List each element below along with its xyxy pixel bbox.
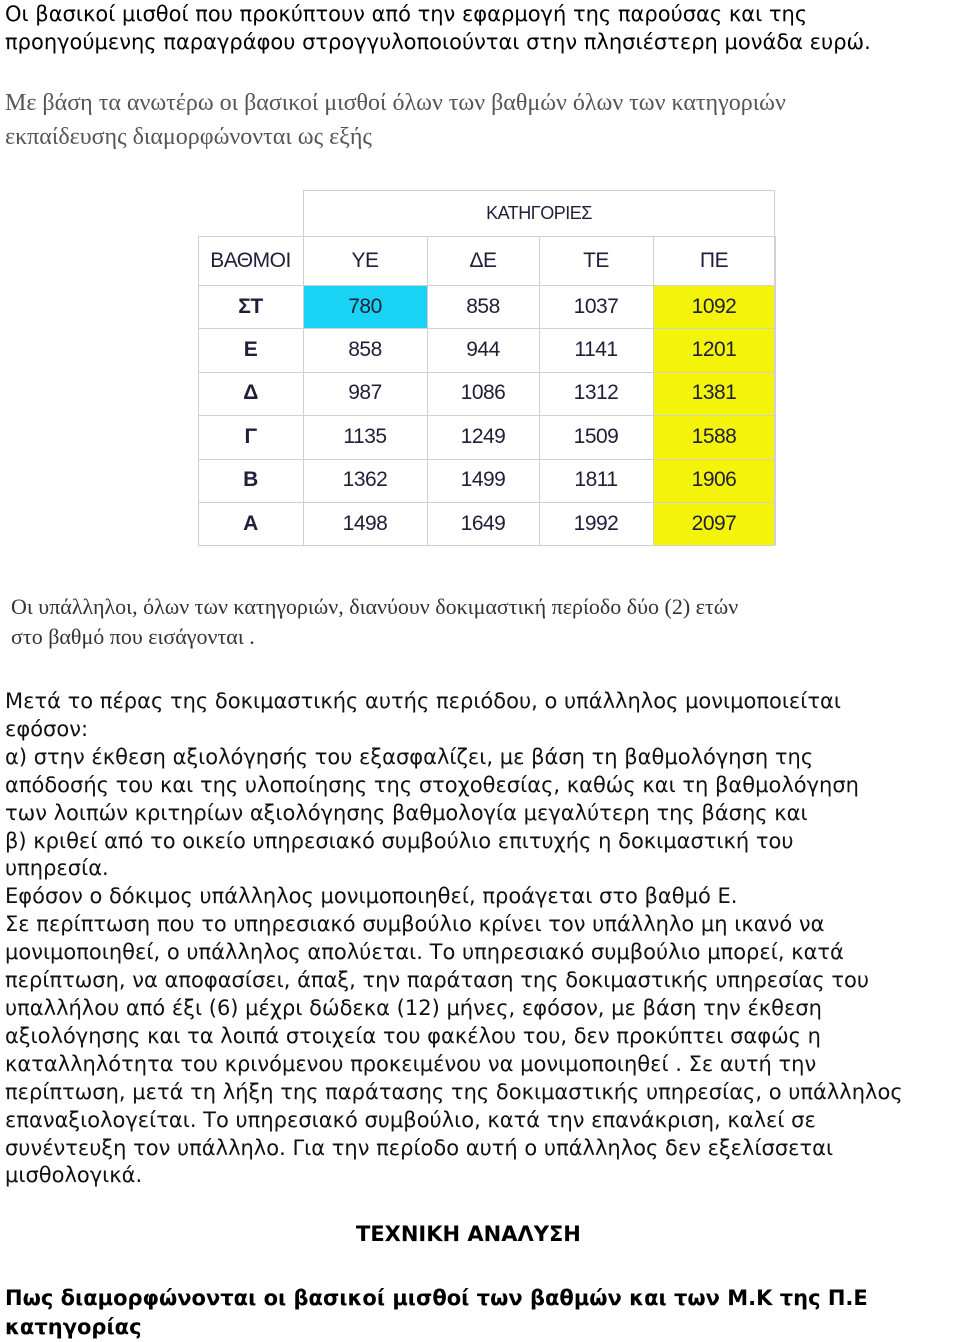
salary-cell: 1135: [343, 424, 387, 448]
body-line: των λοιπών κριτηρίων αξιολόγησης βαθμολογία μεγαλύτερη της βάσης και: [5, 800, 808, 825]
category-header: ΚΑΤΗΓΟΡΙΕΣ: [486, 202, 592, 223]
basis-line: Με βάση τα ανωτέρω οι βασικοί μισθοί όλων των βαθμών όλων των κατηγοριών: [5, 90, 786, 116]
salary-table: [198, 190, 775, 545]
grid-line: [198, 502, 775, 503]
grid-line: [198, 328, 775, 329]
section-title: ΤΕΧΝΙΚΗ ΑΝΑΛΥΣΗ: [356, 1222, 581, 1246]
salary-cell: 1092: [653, 285, 775, 328]
salary-cell: 780: [303, 285, 427, 328]
body-line: περίπτωση, να αποφασίσει, άπαξ, την παράταση της δοκιμαστικής υπηρεσίας του: [5, 968, 870, 993]
grid-line: [198, 236, 775, 237]
salary-cell: 1141: [574, 338, 618, 362]
salary-cell: 1312: [573, 381, 619, 405]
body-line: επαναξιολογείται. Το υπηρεσιακό συμβούλιο, κατά την επανάκριση, καλεί σε: [5, 1107, 816, 1132]
body-line: Σε περίπτωση που το υπηρεσιακό συμβούλιο κρίνει τον υπάλληλο μη ικανό να: [5, 912, 825, 937]
basis-line: εκπαίδευσης διαμορφώνονται ως εξής: [5, 124, 372, 150]
grid-line: [198, 415, 775, 416]
salary-cell: 858: [466, 294, 500, 318]
column-header: ΤΕ: [583, 248, 609, 272]
probation-line: στο βαθμό που εισάγονται .: [11, 624, 255, 649]
probation-paragraph: [11, 592, 956, 652]
grid-line: [198, 236, 199, 545]
body-line: μονιμοποιηθεί, ο υπάλληλος απολύεται. Το υπηρεσιακό συμβούλιο μπορεί, κατά: [5, 940, 844, 965]
salary-cell: 1086: [460, 381, 506, 405]
grade-label: Γ: [244, 424, 257, 448]
grid-line: [198, 545, 775, 546]
grid-line: [198, 285, 775, 286]
salary-cell: 2097: [653, 502, 775, 545]
subtitle: [5, 1284, 955, 1342]
salary-cell: 1509: [573, 424, 619, 448]
salary-cell: 858: [348, 338, 382, 362]
salary-cell: 1498: [342, 511, 388, 535]
intro-line: Οι βασικοί μισθοί που προκύπτουν από την εφαρμογή της παρούσας και της: [5, 2, 808, 26]
body-line: απόδοσής του και της υλοποίησης της στοχοθεσίας, καθώς και τη βαθμολόγηση: [5, 772, 859, 797]
column-header: ΠΕ: [699, 248, 729, 272]
body-line: αξιολόγησης και τα λοιπά στοιχεία του φακέλου του, δεν προκύπτει σαφώς η: [5, 1023, 821, 1048]
salary-cell: 1362: [342, 468, 388, 492]
grade-header: ΒΑΘΜΟΙ: [210, 248, 291, 272]
body-line: β) κριθεί από το οικείο υπηρεσιακό συμβούλιο επιτυχής η δοκιμαστική του: [5, 828, 794, 853]
intro-line: προηγούμενης παραγράφου στρογγυλοποιούνται στην πλησιέστερη μονάδα ευρώ.: [5, 30, 871, 54]
salary-cell: 1249: [460, 424, 506, 448]
grid-line: [539, 236, 540, 545]
grid-line: [427, 236, 428, 545]
body-line: μισθολογικά.: [5, 1163, 143, 1188]
grid-line: [198, 459, 775, 460]
grid-line: [653, 236, 654, 545]
subtitle-line: κατηγορίας: [5, 1315, 142, 1339]
salary-cell: 1811: [574, 468, 618, 492]
grade-label: Β: [243, 468, 258, 492]
body-line: καταλληλότητα του κρινόμενου προκειμένου να μονιμοποιηθεί . Σε αυτή την: [5, 1051, 817, 1076]
intro-paragraph: [5, 0, 955, 56]
grid-line: [303, 190, 775, 191]
grid-line: [775, 236, 776, 545]
body-line: α) στην έκθεση αξιολόγησής του εξασφαλίζει, με βάση τη βαθμολόγηση της: [5, 744, 814, 769]
grid-line: [198, 372, 775, 373]
salary-cell: 1381: [653, 372, 775, 415]
body-line: εφόσον:: [5, 716, 89, 741]
grade-label: ΣΤ: [238, 294, 263, 318]
body-paragraph: [5, 688, 955, 1190]
grade-label: Α: [243, 511, 258, 535]
subtitle-line: Πως διαμορφώνονται οι βασικοί μισθοί των βαθμών και των Μ.Κ της Π.Ε: [5, 1286, 868, 1310]
salary-cell: 987: [348, 381, 382, 405]
salary-cell: 1649: [460, 511, 506, 535]
grade-label: Δ: [243, 381, 258, 405]
salary-cell: 944: [466, 338, 500, 362]
salary-cell: 1499: [460, 468, 506, 492]
basis-paragraph: [5, 86, 955, 154]
column-header: ΥΕ: [351, 248, 379, 272]
body-line: συνέντευξη τον υπάλληλο. Για την περίοδο αυτή ο υπάλληλος δεν εξελίσσεται: [5, 1135, 834, 1160]
body-line: υπαλλήλου από έξι (6) μέχρι δώδεκα (12) μήνες, εφόσον, με βάση την έκθεση: [5, 995, 822, 1020]
salary-cell: 1992: [573, 511, 619, 535]
body-line: υπηρεσία.: [5, 856, 109, 881]
body-line: περίπτωση, μετά τη λήξη της παράτασης της δοκιμαστικής υπηρεσίας, ο υπάλληλος: [5, 1079, 903, 1104]
salary-cell: 1201: [653, 328, 775, 371]
grade-label: Ε: [243, 338, 258, 362]
probation-line: Οι υπάλληλοι, όλων των κατηγοριών, διανύουν δοκιμαστική περίοδο δύο (2) ετών: [11, 594, 739, 619]
salary-cell: 1906: [653, 459, 775, 502]
grid-line: [303, 236, 304, 545]
column-header: ΔΕ: [469, 248, 497, 272]
salary-cell: 1037: [573, 294, 619, 318]
body-line: Μετά το πέρας της δοκιμαστικής αυτής περιόδου, ο υπάλληλος μονιμοποιείται: [5, 689, 841, 713]
body-line: Εφόσον ο δόκιμος υπάλληλος μονιμοποιηθεί, προάγεται στο βαθμό Ε.: [5, 884, 738, 909]
salary-cell: 1588: [653, 415, 775, 458]
